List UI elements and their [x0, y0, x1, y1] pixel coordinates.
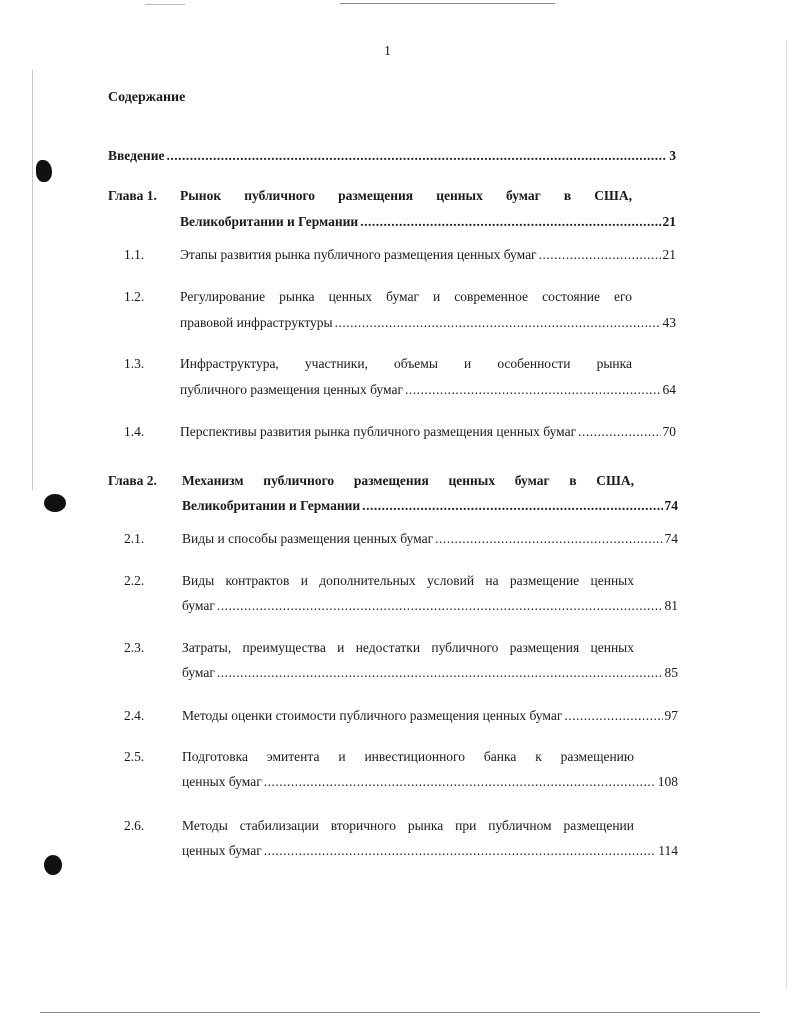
toc-title-line-1: Методы стабилизации вторичного рынка при публичном размещении — [182, 818, 634, 833]
toc-title-line-2: бумаг ..... 81 — [182, 597, 678, 615]
toc-section-number: 1.3. — [124, 356, 145, 371]
toc-title-line-2: Великобритании и Германии ..... 21 — [180, 213, 676, 231]
toc-page: 64 — [662, 382, 676, 397]
toc-title-line-2: публичного размещения ценных бумаг ..... 64 — [180, 381, 676, 399]
toc-page: 70 — [662, 424, 676, 439]
toc-title-line-2: правовой инфраструктуры ..... 43 — [180, 314, 676, 332]
toc-leader-dots — [166, 147, 667, 165]
toc-leader-dots — [435, 530, 662, 548]
toc-chapter-label: Глава 2. — [108, 473, 157, 488]
toc-title-line-1: Регулирование рынка ценных бумаг и современное состояние его — [180, 289, 632, 304]
toc-leader-dots — [564, 707, 662, 725]
toc-entry-1-4: Перспективы развития рынка публичного размещения ценных бумаг ..... 70 — [180, 423, 676, 441]
toc-page: 97 — [664, 708, 678, 723]
toc-entry-2-1: Виды и способы размещения ценных бумаг ..... 74 — [182, 530, 678, 548]
toc-page: 74 — [664, 498, 678, 513]
toc-leader-dots — [335, 314, 661, 332]
toc-chapter-label: Глава 1. — [108, 188, 157, 203]
toc-title-line-1: Подготовка эмитента и инвестиционного банка к размещению — [182, 749, 634, 764]
toc-title-line-2: Великобритании и Германии ..... 74 — [182, 497, 678, 515]
toc-section-number: 1.2. — [124, 289, 145, 304]
toc-page: 3 — [669, 148, 676, 163]
toc-section-number: 1.1. — [124, 247, 145, 262]
toc-section-number: 2.4. — [124, 708, 145, 723]
toc-heading: Содержание — [108, 90, 186, 105]
toc-leader-dots — [264, 842, 656, 860]
toc-leader-dots — [360, 213, 660, 231]
toc-title-line-1: Инфраструктура, участники, объемы и особенности рынка — [180, 356, 632, 371]
toc-page: 21 — [662, 247, 676, 262]
toc-title-line-2: бумаг ..... 85 — [182, 664, 678, 682]
toc-page: 114 — [658, 843, 678, 858]
toc-leader-dots — [362, 497, 662, 515]
toc-leader-dots — [217, 664, 663, 682]
toc-leader-dots — [539, 246, 661, 264]
toc-title-line-1: Рынок публичного размещения ценных бумаг в США, — [180, 188, 632, 203]
toc-title-line-1: Затраты, преимущества и недостатки публичного размещения ценных — [182, 640, 634, 655]
toc-page: 43 — [662, 315, 676, 330]
toc-title-line-1: Виды контрактов и дополнительных условий на размещение ценных — [182, 573, 634, 588]
toc-leader-dots — [264, 773, 656, 791]
toc-page: 81 — [664, 598, 678, 613]
toc-section-number: 2.1. — [124, 531, 145, 546]
toc-entry-2-4: Методы оценки стоимости публичного размещения ценных бумаг ..... 97 — [182, 707, 678, 725]
toc-section-number: 2.3. — [124, 640, 145, 655]
toc-title: Введение — [108, 148, 165, 163]
toc-section-number: 1.4. — [124, 424, 145, 439]
toc-title-line-1: Механизм публичного размещения ценных бумаг в США, — [182, 473, 634, 488]
toc-page: 21 — [662, 214, 676, 229]
toc-entry-intro — [108, 147, 676, 165]
toc-section-number: 2.5. — [124, 749, 145, 764]
toc-title-line-2: ценных бумаг ..... 108 — [182, 773, 678, 791]
toc-title-line-2: ценных бумаг ..... 114 — [182, 842, 678, 860]
toc-section-number: 2.2. — [124, 573, 145, 588]
toc-leader-dots — [405, 381, 661, 399]
toc-leader-dots — [217, 597, 663, 615]
toc-page: 85 — [664, 665, 678, 680]
page-number: 1 — [384, 44, 391, 59]
toc-entry-1-1: Этапы развития рынка публичного размещения ценных бумаг ..... 21 — [180, 246, 676, 264]
toc-page: 74 — [664, 531, 678, 546]
toc-section-number: 2.6. — [124, 818, 145, 833]
toc-leader-dots — [578, 423, 660, 441]
toc-page: 108 — [657, 774, 678, 789]
